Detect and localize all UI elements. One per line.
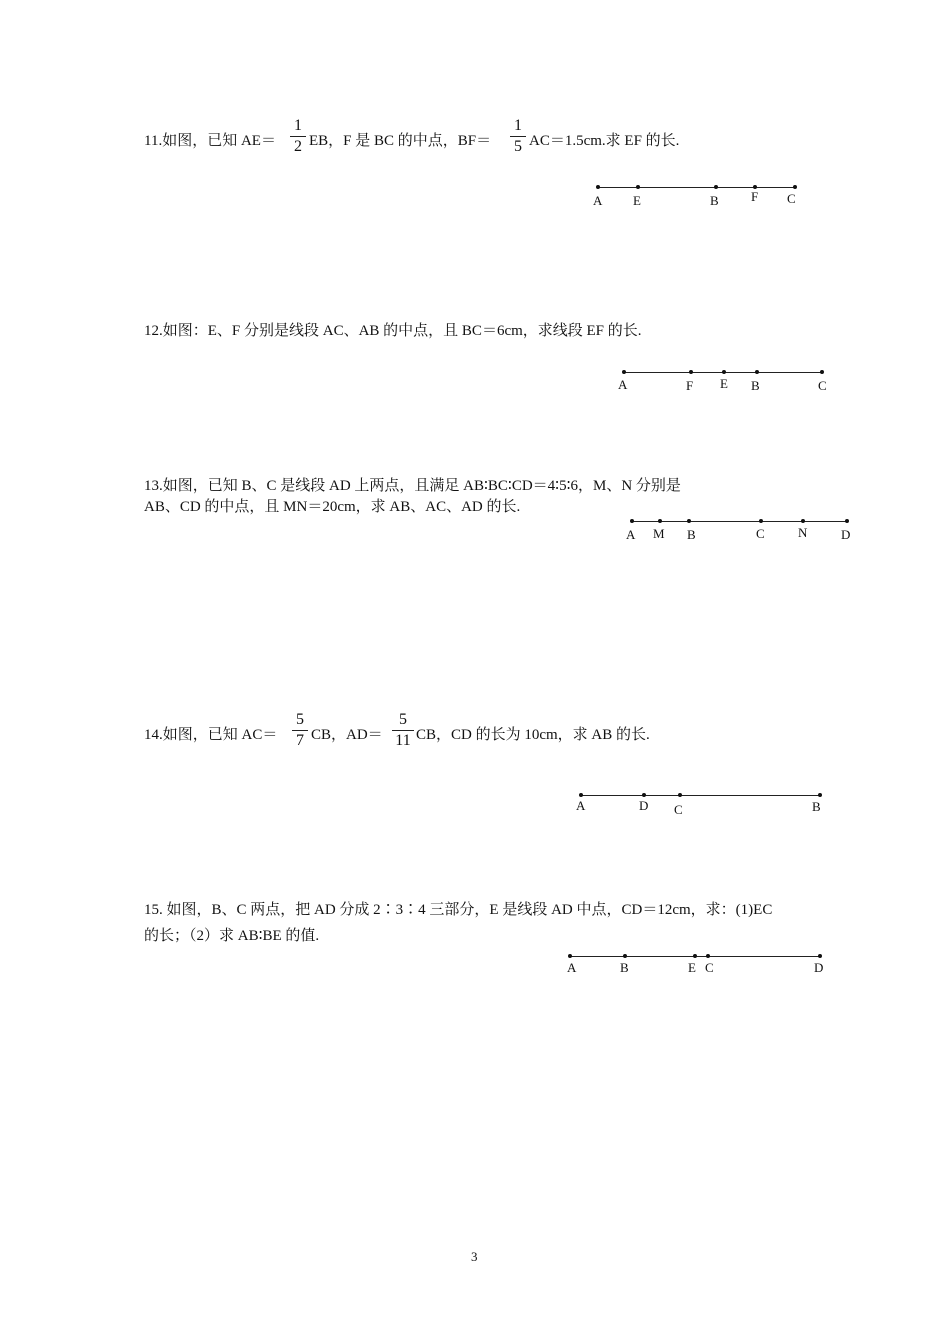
q13-point-m [658,519,662,523]
q14-point-d [642,793,646,797]
q15-label-c: C [705,960,714,975]
q11-text-a: 11.如图，已知 AE＝ [144,133,276,149]
q13-label-d: D [841,527,851,542]
q11-label-e: E [633,193,641,208]
q14-label-b: B [812,799,821,814]
q11-point-e [636,185,640,189]
q14-text-b: CB，AD＝ [311,727,383,743]
q14-point-c [678,793,682,797]
q15-text-line-2: 的长；（2）求 AB∶BE 的值. [144,928,320,944]
q11-label-a: A [593,193,603,208]
q11-text-b: EB，F 是 BC 的中点，BF＝ [309,133,492,149]
q11-point-c [793,185,797,189]
q14-label-d: D [639,798,649,813]
q11-text-c: AC＝1.5cm.求 EF 的长. [529,133,680,149]
q15-label-d: D [814,960,824,975]
q12-point-e [722,370,726,374]
q13-text-line-1: 13.如图，已知 B、C 是线段 AD 上两点，且满足 AB∶BC∶CD＝4∶5∶6，M、N 分别是 [144,478,681,494]
q14-text-a: 14.如图，已知 AC＝ [144,727,278,743]
q14-fraction-2 [392,711,414,750]
q14-label-c: C [674,802,683,817]
q12-point-a [622,370,626,374]
q12-point-c [820,370,824,374]
q15-label-a: A [567,960,577,975]
q12-label-f: F [686,378,694,393]
q15-point-b [623,954,627,958]
q11-label-c: C [787,191,796,206]
q14-segment-line [581,795,820,796]
q11-point-a [596,185,600,189]
q13-point-n [801,519,805,523]
q14-point-b [818,793,822,797]
q14-fraction-1 [292,711,308,750]
q12-label-c: C [818,378,827,393]
q11-label-b: B [710,193,719,208]
q15-point-c [706,954,710,958]
q11-label-f: F [751,189,759,204]
q14-point-a [579,793,583,797]
q13-label-c: C [756,526,765,541]
q13-point-a [630,519,634,523]
q15-point-e [693,954,697,958]
q12-label-e: E [720,376,728,391]
q13-label-m: M [653,526,665,541]
q15-point-d [818,954,822,958]
q13-point-c [759,519,763,523]
q11-fraction-1-denominator: 2 [294,138,302,155]
q11-point-b [714,185,718,189]
q15-point-a [568,954,572,958]
q13-point-b [687,519,691,523]
q15-text-line-1: 15. 如图，B、C 两点，把 AD 分成 2∶3∶4 三部分，E 是线段 AD 中点，CD＝12cm，求：(1)EC [144,902,773,918]
q13-label-b: B [687,527,696,542]
q13-label-n: N [798,525,808,540]
q12-point-f [689,370,693,374]
q15-label-b: B [620,960,629,975]
q14-label-a: A [576,798,586,813]
q14-fraction-1-numerator: 5 [296,711,304,728]
q13-segment-line [632,521,847,522]
q14-fraction-2-numerator: 5 [399,711,407,728]
q15-label-e: E [688,960,696,975]
q13-text-line-2: AB、CD 的中点，且 MN＝20cm，求 AB、AC、AD 的长. [144,499,521,515]
q12-text: 12.如图：E、F 分别是线段 AC、AB 的中点，且 BC＝6cm，求线段 EF 的长. [144,323,642,339]
q12-label-a: A [618,377,628,392]
q11-fraction-2-denominator: 5 [514,138,522,155]
q11-fraction-1-numerator: 1 [294,117,302,134]
q13-label-a: A [626,527,636,542]
q11-segment-line [598,187,795,188]
q11-fraction-2 [510,117,526,156]
q11-fraction-1 [290,117,306,156]
q14-text-c: CB，CD 的长为 10cm，求 AB 的长. [416,727,650,743]
q11-fraction-2-numerator: 1 [514,117,522,134]
q14-fraction-1-denominator: 7 [296,732,304,749]
q13-point-d [845,519,849,523]
q12-label-b: B [751,378,760,393]
q14-fraction-2-denominator: 11 [395,732,411,749]
page-number: 3 [471,1249,478,1264]
q12-point-b [755,370,759,374]
